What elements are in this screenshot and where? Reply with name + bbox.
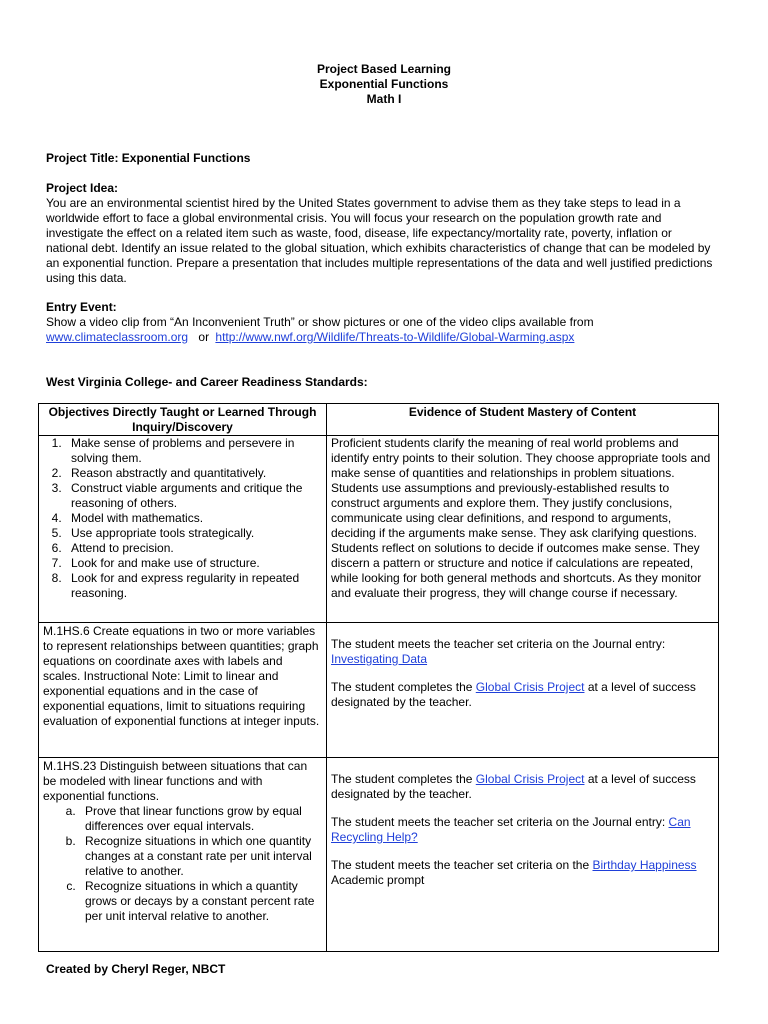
header-line-2: Exponential Functions [319,77,449,91]
global-crisis-project-link[interactable]: Global Crisis Project [475,680,585,694]
table-header-row [39,404,719,436]
objective-m1hs6-cell: M.1HS.6 Create equations in two or more variables to represent relationships between quantities; graph equations on coordinate axes with labels and scales. Instructional Note: Limit to linear and exponential equations and in the case of exponential equations, limit to situations requiring evaluation of exponential functions at integer inputs. [39,623,327,758]
project-idea-text: You are an environmental scientist hired by the United States government to advise them as they take steps to lead in a worldwide effort to face a global environmental crisis. You will focus your research on the population growth rate and investigate the effect on a related item such as waste, food, disease, life expectancy/mortality rate, poverty, inflation or national debt. Identify an issue related to the global situation, which exhibits characteristics of change that can be modeled by an exponential function. Prepare a presentation that includes multiple representations of the data and well justified predictions using this data. [46,196,713,285]
list-item: 6. Attend to precision. [65,541,322,556]
list-item: c. Recognize situations in which a quantity grows or decays by a constant percent rate per unit interval relative to another. [79,879,322,924]
list-item: 1. Make sense of problems and persevere in solving them. [65,436,322,466]
evidence-m1hs23-cell [327,758,719,952]
project-title: Project Title: Exponential Functions [46,151,251,165]
table-row [39,758,719,952]
list-item: a. Prove that linear functions grow by equal differences over equal intervals. [79,804,322,834]
practices-cell [39,436,327,623]
practices-evidence-cell: Proficient students clarify the meaning of real world problems and identify entry points to their solution. They choose appropriate tools and make sense of quantities and relationships in problem situations. Students use assumptions and previously-established results to construct arguments and explore them. They justify conclusions, communicate using clear definitions, and respond to arguments, deciding if the arguments make sense. They ask clarifying questions. Students reflect on solutions to decide if outcomes make sense. They discern a pattern or structure and notice if calculations are repeated, while looking for both general methods and shortcuts. As they monitor and evaluate their progress, they will change course if necessary. [327,436,719,623]
evidence-m1hs6-cell [327,623,719,758]
list-item: 5. Use appropriate tools strategically. [65,526,322,541]
objective-m1hs23-text: M.1HS.23 Distinguish between situations that can be modeled with linear functions and with exponential functions. [43,759,308,803]
objectives-column-header: Objectives Directly Taught or Learned Through Inquiry/Discovery [39,404,327,436]
objective-subitems-list [43,804,322,924]
document-header [0,62,768,107]
evidence-project-paragraph: The student completes the Global Crisis Project at a level of success designated by the teacher. [331,680,696,709]
global-crisis-project-link[interactable]: Global Crisis Project [475,772,585,786]
list-item: b. Recognize situations in which one quantity changes at a constant rate per unit interval relative to another. [79,834,322,879]
objective-m1hs23-cell [39,758,327,952]
entry-event-heading: Entry Event: [46,300,117,314]
document-footer: Created by Cheryl Reger, NBCT [46,962,226,976]
project-idea-heading: Project Idea: [46,181,119,195]
evidence-project-paragraph: The student completes the Global Crisis Project at a level of success designated by the teacher. [331,772,696,801]
birthday-happiness-link[interactable]: Birthday Happiness [592,858,697,872]
standards-heading: West Virginia College- and Career Readiness Standards: [46,375,368,389]
list-item: 4. Model with mathematics. [65,511,322,526]
evidence-column-header: Evidence of Student Mastery of Content [327,404,719,436]
header-line-1: Project Based Learning [316,62,452,76]
nwf-link[interactable]: http://www.nwf.org/Wildlife/Threats-to-Wildlife/Global-Warming.aspx [215,330,575,344]
header-line-3: Math I [366,92,402,106]
entry-event-or: or [198,330,210,344]
entry-event-text: Show a video clip from “An Inconvenient Truth” or show pictures or one of the video clips available from [46,315,594,329]
table-row [39,623,719,758]
can-recycling-help-link[interactable]: Can Recycling Help? [331,815,691,844]
list-item: 3. Construct viable arguments and critique the reasoning of others. [65,481,322,511]
project-idea-section [46,181,716,286]
table-row [39,436,719,623]
entry-event-section [46,300,716,345]
evidence-journal-paragraph: The student meets the teacher set criteria on the Journal entry: Investigating Data [331,637,666,666]
list-item: 7. Look for and make use of structure. [65,556,322,571]
practices-list [43,436,322,601]
list-item: 2. Reason abstractly and quantitatively. [65,466,322,481]
investigating-data-link[interactable]: Investigating Data [331,652,428,666]
evidence-birthday-paragraph: The student meets the teacher set criteria on the Birthday Happiness Academic prompt [331,858,697,887]
evidence-recycling-paragraph: The student meets the teacher set criteria on the Journal entry: Can Recycling Help? [331,815,691,844]
standards-table [38,403,719,952]
entry-event-links [46,330,716,345]
climateclassroom-link[interactable]: www.climateclassroom.org [46,330,189,344]
list-item: 8. Look for and express regularity in repeated reasoning. [65,571,322,601]
